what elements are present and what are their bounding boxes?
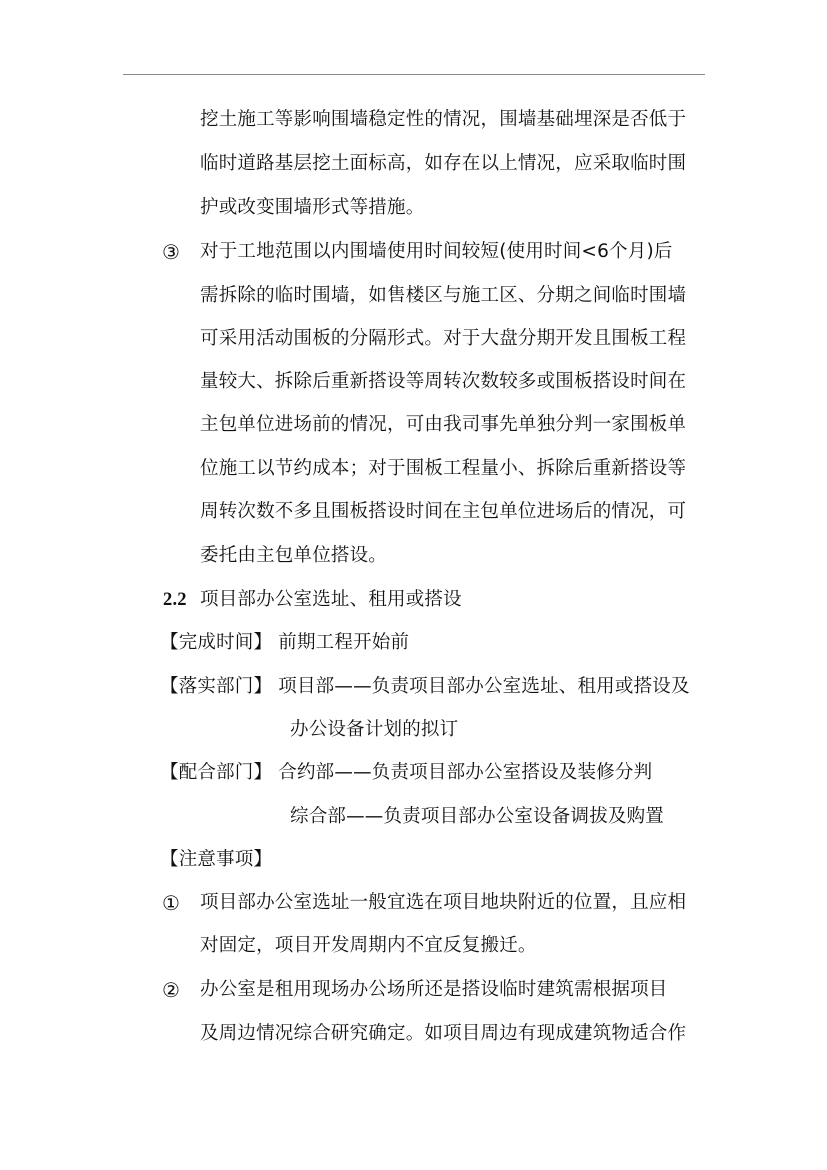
text-line-note2b: 及周边情况综合研究确定。如项目周边有现成建筑物适合作	[200, 1023, 687, 1044]
notes-heading: 【注意事项】	[160, 849, 273, 870]
section-title: 项目部办公室选址、租用或搭设	[200, 589, 462, 610]
cooperating-dept-cont: 综合部——负责项目部办公室设备调拔及购置	[290, 806, 665, 827]
text-line-7: 量较大、拆除后重新搭设等周转次数较多或围板搭设时间在	[200, 371, 687, 392]
text-line-4: 对于工地范围以内围墙使用时间较短(使用时间<6个月)后	[200, 241, 673, 262]
text-line-8: 主包单位进场前的情况，可由我司事先单独分判一家围板单	[200, 414, 687, 435]
list-marker-1: ①	[162, 891, 180, 915]
list-marker-3: ③	[162, 240, 180, 264]
responsible-dept-cont: 办公设备计划的拟订	[290, 719, 459, 740]
header-rule	[123, 74, 705, 75]
text-line-note1b: 对固定，项目开发周期内不宜反复搬迁。	[200, 935, 537, 956]
list-marker-2: ②	[162, 978, 180, 1002]
text-line-5: 需拆除的临时围墙，如售楼区与施工区、分期之间临时围墙	[200, 285, 687, 306]
text-line-6: 可采用活动围板的分隔形式。对于大盘分期开发且围板工程	[200, 328, 687, 349]
text-line-1: 挖土施工等影响围墙稳定性的情况，围墙基础埋深是否低于	[200, 109, 687, 130]
responsible-dept: 【落实部门】 项目部——负责项目部办公室选址、租用或搭设及	[160, 676, 690, 697]
text-line-9: 位施工以节约成本；对于围板工程量小、拆除后重新搭设等	[200, 458, 687, 479]
text-line-10: 周转次数不多且围板搭设时间在主包单位进场后的情况，可	[200, 501, 687, 522]
cooperating-dept: 【配合部门】 合约部——负责项目部办公室搭设及装修分判	[160, 762, 653, 783]
text-line-note2a: 办公室是租用现场办公场所还是搭设临时建筑需根据项目	[200, 979, 668, 1000]
text-line-3: 护或改变围墙形式等措施。	[200, 197, 425, 218]
completion-time: 【完成时间】 前期工程开始前	[160, 632, 410, 653]
text-line-2: 临时道路基层挖土面标高，如存在以上情况，应采取临时围	[200, 153, 687, 174]
section-number: 2.2	[163, 590, 187, 610]
text-line-11: 委托由主包单位搭设。	[200, 545, 388, 566]
text-line-note1a: 项目部办公室选址一般宜选在项目地块附近的位置，且应相	[200, 892, 687, 913]
